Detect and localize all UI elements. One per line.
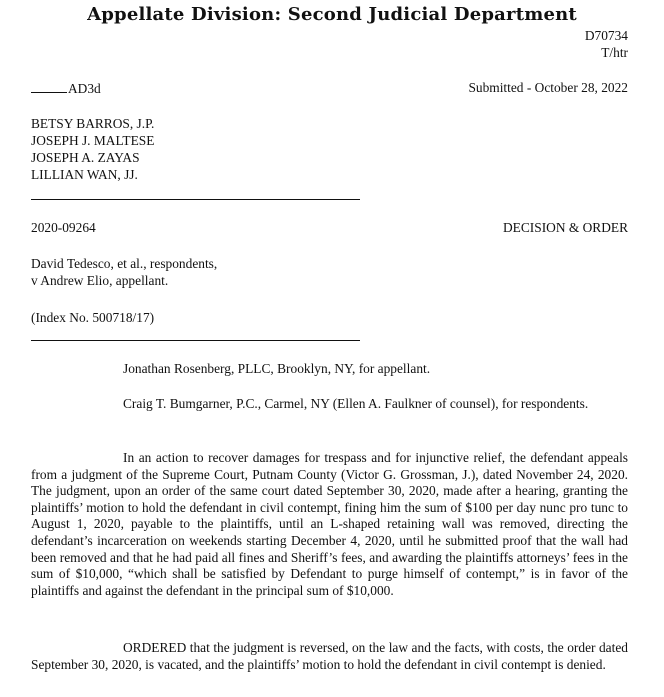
parties-line: David Tedesco, et al., respondents,	[31, 256, 218, 271]
justice-name: LILLIAN WAN, JJ.	[31, 167, 138, 182]
body-paragraph	[31, 640, 628, 673]
divider-rule	[31, 199, 360, 200]
docket-suffix: T/htr	[601, 45, 628, 60]
index-number: (Index No. 500718/17)	[31, 310, 155, 325]
panel-code: AD3d	[68, 81, 101, 96]
submitted-date: Submitted - October 28, 2022	[468, 80, 628, 95]
paragraph-text: ORDERED that the judgment is reversed, on the law and the facts, with costs, the order dated September 30, 2020, is vacated, and the plaintiffs’ motion to hold the defendant in civil contempt is denied.	[31, 640, 628, 672]
court-title: Appellate Division: Second Judicial Department	[87, 4, 577, 25]
paragraph-text: In an action to recover damages for trespass and for injunctive relief, the defendant appeals from a judgment of the Supreme Court, Putnam County (Victor G. Grossman, J.), dated November 24, 2020. The judgment, upon an order of the same court dated September 30, 2020, made after a hearing, granting the plaintiffs’ motion to hold the defendant in civil contempt, fining him the sum of $100 per day nunc pro tunc to August 1, 2020, payable to the plaintiffs, until an L-shaped retaining wall was removed, directing the defendant’s incarceration on weekends starting December 4, 2020, until he submitted proof that the wall had been removed and that he had paid all fines and Sheriff’s fees, and awarding the plaintiffs attorneys’ fees in the sum of $10,000, “which shall be satisfied by Defendant to purge himself of contempt,” is in favor of the plaintiffs and against the defendant in the principal sum of $10,000.	[31, 450, 628, 598]
body-paragraph	[31, 450, 628, 599]
case-number: 2020-09264	[31, 220, 96, 235]
panel-line	[31, 80, 101, 97]
docket-code: D70734	[584, 28, 628, 43]
appellant-counsel: Jonathan Rosenberg, PLLC, Brooklyn, NY, for appellant.	[123, 361, 431, 376]
justice-name: BETSY BARROS, J.P.	[31, 116, 155, 131]
blank-line	[31, 80, 67, 93]
justice-name: JOSEPH J. MALTESE	[31, 133, 155, 148]
respondents-counsel: Craig T. Bumgarner, P.C., Carmel, NY (Ellen A. Faulkner of counsel), for respondents.	[123, 396, 589, 411]
order-type: DECISION & ORDER	[503, 220, 628, 235]
justice-name: JOSEPH A. ZAYAS	[31, 150, 140, 165]
parties-line: v Andrew Elio, appellant.	[31, 273, 169, 288]
divider-rule	[31, 340, 360, 341]
